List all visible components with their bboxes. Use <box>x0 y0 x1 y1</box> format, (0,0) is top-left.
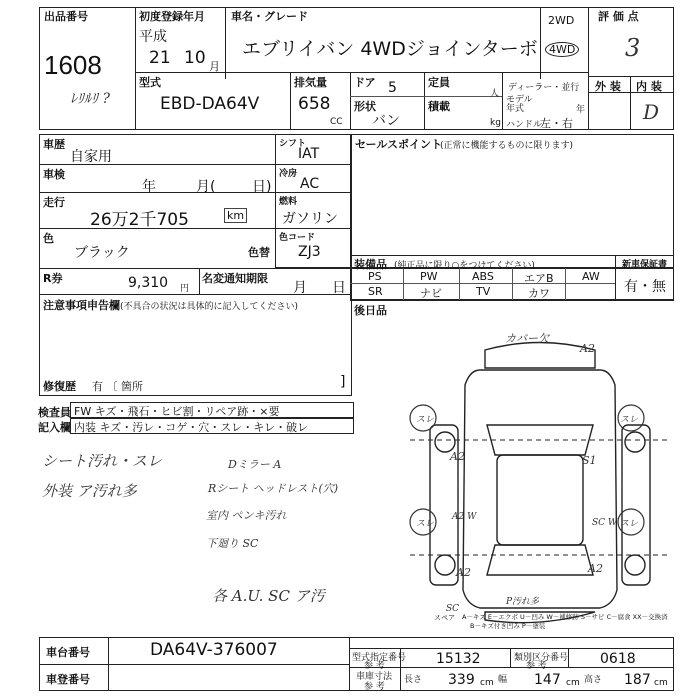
width-cm: cm <box>566 678 580 688</box>
chassis: DA64V-376007 <box>150 640 278 660</box>
length: 339 <box>448 672 475 688</box>
recycle: 9,310 <box>128 275 169 291</box>
reporting-note: (不具合の状況は具体的に記入してください) <box>120 302 299 312</box>
warranty: 有・無 <box>624 279 666 295</box>
length-label: 長さ <box>404 675 423 685</box>
name-change-label: 名変通知期限 <box>202 272 268 285</box>
mark-left-mirror: スレ <box>416 415 435 425</box>
mark-a2-top: A2 <box>580 342 595 355</box>
load-label: 積載 <box>428 100 450 113</box>
sales-note: (正常に機能するものに限ります) <box>440 141 574 151</box>
load-unit: kg <box>490 118 501 128</box>
color-code-label: 色コード <box>279 233 316 243</box>
drive-4wd: 4WD <box>545 42 579 57</box>
equip-ps: PS <box>368 270 382 283</box>
handle-label: ハンドル <box>506 120 543 130</box>
lot-number: 1608 <box>44 50 102 80</box>
mark-right-lower: スレ <box>620 519 639 529</box>
sales-label: セールスポイント <box>355 138 443 151</box>
drive-2wd: 2WD <box>548 14 575 27</box>
reg-year: 21 <box>149 48 171 68</box>
capacity-unit: 人 <box>490 89 500 99</box>
name-change-day: 日 <box>332 280 346 296</box>
class-value: 0618 <box>600 651 636 667</box>
repair-close: ] <box>340 374 346 390</box>
legend-line-1: A－キズ E－エクボ U－凹み W－補修跡 S－サビ C－腐食 XX－交換済 <box>462 613 668 621</box>
history-label: 車歴 <box>43 138 65 151</box>
inspector-line-1: FW キズ・飛石・ヒビ割・リペア跡・×要 <box>74 405 280 418</box>
inspector-label-1: 検査員 <box>38 406 71 419</box>
hand-note-mid-2: Rシート ヘッドレスト(穴) <box>208 482 339 495</box>
mark-cover-missing: カバー欠 <box>505 332 549 345</box>
hand-note-left-2: 外装 ア汚れ多 <box>42 482 137 500</box>
equipment-note: (純正品に限り○をつけてください) <box>394 261 535 271</box>
name-change-month: 月 <box>293 280 307 296</box>
recycle-unit: 円 <box>180 284 190 294</box>
equip-sr: SR <box>368 285 383 298</box>
height-label: 高さ <box>584 675 603 685</box>
equip-leather: カワ <box>528 287 550 300</box>
score: 3 <box>625 34 641 62</box>
right-block <box>275 134 674 268</box>
interior-grade: D <box>643 100 660 124</box>
reg-month-unit: 月 <box>209 60 220 73</box>
repair-value: 有 〔 箇所 <box>92 380 143 393</box>
capacity-label: 定員 <box>428 76 450 89</box>
mark-a2-left: A2 <box>450 450 465 463</box>
type-label: 型式指定番号 <box>352 653 407 663</box>
height-cm: cm <box>654 678 668 688</box>
ac-label: 冷房 <box>279 169 298 179</box>
fuel: ガソリン <box>282 211 338 227</box>
hand-note-mid-4: 下廻り SC <box>206 537 259 550</box>
inspector-line-2: 内装 キズ・汚レ・コゲ・穴・スレ・キレ・破レ <box>74 421 309 434</box>
dealer-label: ディーラー・並行 <box>508 83 580 93</box>
model: EBD-DA64V <box>160 94 260 114</box>
mark-a2-br: A2 <box>588 562 603 575</box>
displacement-unit: CC <box>330 117 343 127</box>
mark-spare: スペア <box>434 614 455 622</box>
size-ref: 参 考 <box>364 682 385 692</box>
handle: 左・右 <box>540 117 573 130</box>
legend-line-2: B－キズ付き凹み P－塗装 <box>470 622 546 630</box>
mark-scw: SC W <box>592 518 618 528</box>
chassis-label: 車台番号 <box>46 646 90 659</box>
repair-label: 修復歴 <box>43 380 76 393</box>
type-ref: 参 考 <box>364 661 385 671</box>
color-code: ZJ3 <box>298 244 321 260</box>
mark-p-dirt: P汚れ多 <box>506 597 540 607</box>
hand-note-mid-3: 室内 ペンキ汚れ <box>206 509 287 522</box>
height: 187 <box>624 672 651 688</box>
mileage-unit: km <box>224 208 247 223</box>
equipment-label: 装備品 <box>354 258 387 271</box>
equip-aw: AW <box>582 270 600 283</box>
width-label: 幅 <box>498 675 508 685</box>
body-label: 形状 <box>354 100 376 113</box>
hand-note-left-1: シート汚れ・スレ <box>42 452 163 470</box>
mileage-label: 走行 <box>43 196 65 209</box>
hand-note-mid-5: 各 A.U. SC ア汚 <box>212 587 325 605</box>
inspection-year: 年 <box>142 179 156 195</box>
mark-left-lower: スレ <box>416 519 435 529</box>
reg-month: 10 <box>184 48 206 68</box>
ac: AC <box>300 176 320 192</box>
mark-s1: S1 <box>582 454 597 467</box>
history: 自家用 <box>70 149 112 165</box>
shift-label: シフト <box>279 139 307 149</box>
mark-a2w: A2 W <box>452 512 477 522</box>
inspection-day: 日) <box>252 179 272 195</box>
equip-abs: ABS <box>472 270 494 283</box>
class-ref: 参 考 <box>526 661 547 671</box>
equip-airbag: エアB <box>524 272 554 285</box>
equip-tv: TV <box>476 285 491 298</box>
model-label: 型式 <box>139 76 161 89</box>
shift: IAT <box>298 146 320 162</box>
hand-note-mid-1: Dミラー A <box>228 458 282 471</box>
equip-pw: PW <box>420 270 438 283</box>
lot-scribble: ﾚﾘﾙﾘ ? <box>70 91 110 107</box>
first-reg-label: 初度登録年月 <box>139 10 205 23</box>
interior-label: 内 装 <box>636 80 662 93</box>
size-label: 車庫寸法 <box>356 672 393 682</box>
length-cm: cm <box>480 678 494 688</box>
era: 平成 <box>139 29 167 45</box>
equip-navi: ナビ <box>420 287 442 300</box>
score-label: 評 価 点 <box>598 10 639 23</box>
inspection-month: 月( <box>196 179 216 195</box>
car-name: エブリイバン 4WDジョインターボ <box>242 38 538 60</box>
type-value: 15132 <box>436 651 481 667</box>
model-year-unit: 年 <box>576 105 586 115</box>
color-change-label: 色替 <box>248 246 270 259</box>
class-label: 類別区分番号 <box>514 653 569 663</box>
doors: 5 <box>388 80 397 96</box>
width: 147 <box>534 672 561 688</box>
fuel-label: 燃料 <box>279 197 298 207</box>
mark-right-mirror: スレ <box>620 415 639 425</box>
lot-label: 出品番号 <box>44 10 88 23</box>
car-damage-diagram <box>405 330 675 630</box>
recycle-label: R券 <box>43 272 63 285</box>
body: バン <box>372 113 400 129</box>
model-year-label: モデル年式 <box>506 95 533 114</box>
displacement-label: 排気量 <box>294 76 327 89</box>
color-label: 色 <box>43 232 54 245</box>
inspector-label-2: 記入欄 <box>38 421 71 434</box>
mark-sc: SC <box>446 604 460 614</box>
doors-label: ドア <box>354 76 376 89</box>
name-label: 車名・グレード <box>231 10 308 23</box>
mark-a2-bl: A2 <box>456 566 471 579</box>
displacement: 658 <box>298 94 331 114</box>
mileage: 26万2千705 <box>90 210 189 230</box>
inspection-label: 車検 <box>43 168 65 181</box>
color: ブラック <box>74 245 130 261</box>
warranty-label: 新車保証書 <box>622 260 668 270</box>
reporting-label: 注意事項申告欄 <box>43 299 120 312</box>
exterior-label: 外 装 <box>595 80 621 93</box>
reg-label: 車登番号 <box>46 673 90 686</box>
after-label: 後日品 <box>354 304 387 317</box>
